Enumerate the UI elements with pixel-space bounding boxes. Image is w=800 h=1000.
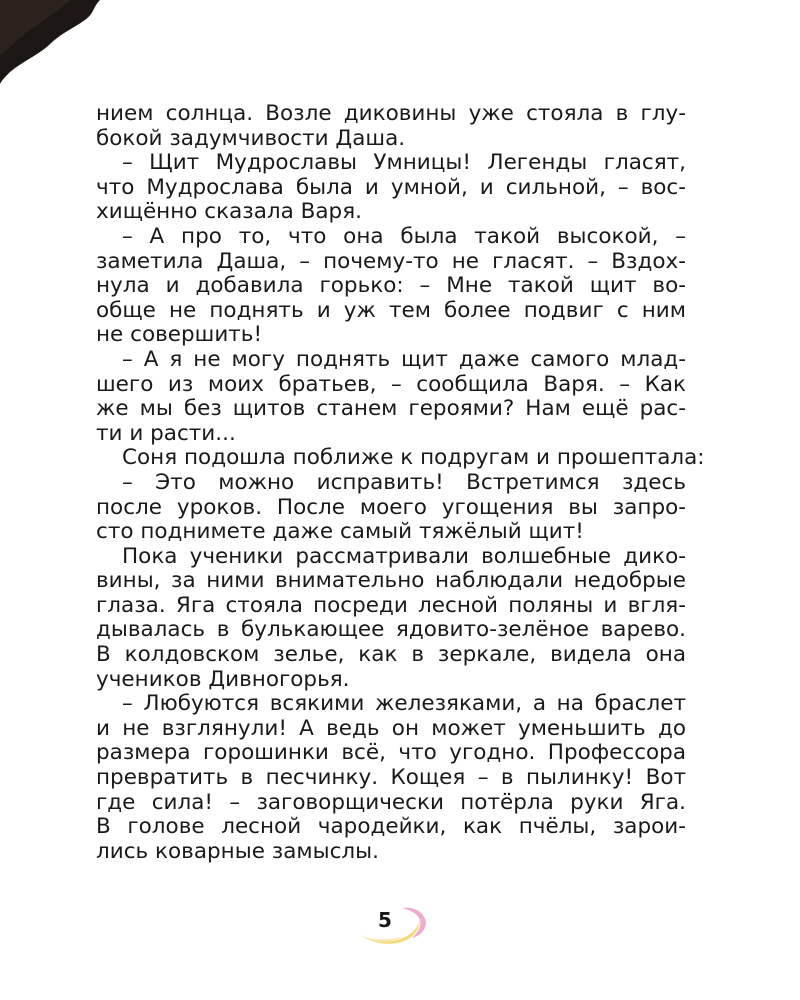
text-line: В колдовском зелье, как в зеркале, видела она	[96, 642, 686, 668]
text-line: – Любуются всякими железяками, а на браслет	[122, 691, 686, 717]
text-line: ти и расти...	[96, 420, 236, 446]
text-line: дывалась в булькающее ядовито-зелёное варево.	[96, 617, 686, 643]
text-line: бокой задумчивости Даша.	[96, 125, 406, 151]
text-line: учеников Дивногорья.	[96, 666, 350, 692]
text-line: и не взглянули! А ведь он может уменьшить до	[96, 715, 686, 741]
text-line: шего из моих братьев, – сообщила Варя. – Как	[96, 371, 686, 397]
text-line: размера горошинки всё, что угодно. Профессора	[96, 740, 686, 766]
text-line: – А я не могу поднять щит даже самого млад-	[122, 346, 686, 372]
text-line: сто поднимете даже самый тяжёлый щит!	[96, 519, 584, 545]
text-line: не совершить!	[96, 322, 263, 348]
text-line: – Это можно исправить! Встретимся здесь	[122, 469, 686, 495]
text-line: нием солнца. Возле диковины уже стояла в глу-	[96, 101, 686, 126]
text-line: Соня подошла поближе к подругам и прошептала:	[122, 445, 705, 471]
page-number: 5	[378, 908, 392, 932]
text-line: что Мудрослава была и умной, и сильной, – вос-	[96, 174, 686, 200]
page-folio	[352, 898, 432, 948]
text-line: – Щит Мудрославы Умницы! Легенды гласят,	[122, 150, 686, 176]
text-line: после уроков. После моего угощения вы запро-	[96, 494, 686, 520]
text-line: вины, за ними внимательно наблюдали недобрые	[96, 568, 686, 594]
text-line: где сила! – заговорщически потёрла руки Яга.	[96, 789, 686, 815]
body-text	[96, 101, 705, 864]
text-line: нула и добавила горько: – Мне такой щит во-	[96, 273, 686, 299]
text-line: глаза. Яга стояла посреди лесной поляны и вгля-	[96, 592, 686, 618]
text-line: лись коварные замыслы.	[96, 838, 379, 864]
text-line: превратить в песчинку. Кощея – в пылинку! Вот	[96, 765, 686, 791]
text-line: заметила Даша, – почему-то не гласят. – Вздох-	[96, 248, 686, 274]
ink-blot-decoration	[0, 0, 100, 90]
text-line: хищённо сказала Варя.	[96, 199, 362, 225]
text-line: – А про то, что она была такой высокой, –	[122, 223, 686, 249]
text-line: Пока ученики рассматривали волшебные дико-	[122, 543, 686, 569]
text-line: В голове лесной чародейки, как пчёлы, зарои-	[96, 814, 686, 840]
text-line: обще не поднять и уж тем более подвиг с ним	[96, 297, 686, 323]
text-line: же мы без щитов станем героями? Нам ещё рас-	[96, 396, 686, 422]
